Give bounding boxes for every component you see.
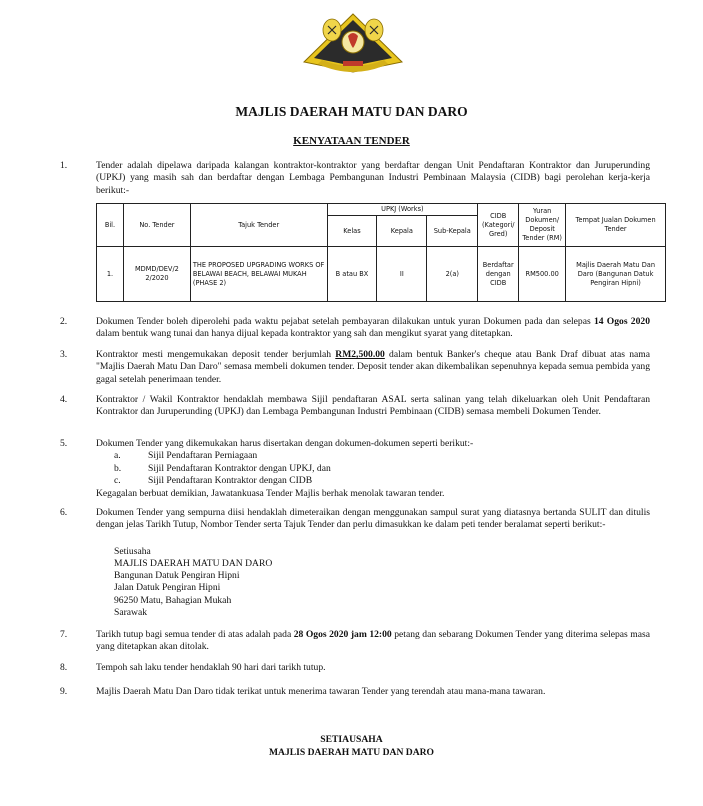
clause-text: Dokumen Tender yang sempurna diisi hendaklah dimeteraikan dengan menggunakan sampul surat yang diatasnya bertanda SULIT dan ditulis dengan jelas Tarikh Tutup, Nombor Tender serta Tajuk Tender dan perlu dimasukkan ke dalam peti tender beralamat seperti berikut:- [96, 507, 650, 531]
date-emphasis: 14 Ogos 2020 [593, 316, 650, 327]
header-cidb: CIDB (Kategori/ Gred) [478, 204, 519, 247]
address-line: MAJLIS DAERAH MATU DAN DARO [114, 558, 273, 570]
address-line: Sarawak [114, 606, 148, 618]
clause-text: Majlis Daerah Matu Dan Daro tidak terikat untuk menerima tawaran Tender yang terendah atau mana-mana tawaran. [96, 686, 546, 697]
cell-bil: 1. [97, 247, 124, 302]
clause-number: 7. [60, 629, 68, 640]
clause-number: 5. [60, 438, 68, 449]
clause-note: Kegagalan berbuat demikian, Jawatankuasa Tender Majlis berhak menolak tawaran tender. [96, 487, 445, 499]
clause-number: 2. [60, 316, 68, 327]
tender-table [96, 203, 666, 302]
clause-number: 3. [60, 349, 68, 360]
cell-tempat-jualan: Majlis Daerah Matu Dan Daro (Bangunan Datuk Pengiran Hipni) [566, 247, 666, 302]
list-item: b. Sijil Pendaftaran Kontraktor dengan UPKJ, dan [114, 462, 331, 474]
cell-sub-kepala: 2(a) [427, 247, 478, 302]
signature-org: MAJLIS DAERAH MATU DAN DARO [268, 746, 435, 758]
header-yuran: Yuran Dokumen/ Deposit Tender (RM) [519, 204, 566, 247]
signature-title: SETIAUSAHA [320, 734, 383, 745]
cell-kelas: B atau BX [327, 247, 377, 302]
cell-no-tender: MDMD/DEV/2 2/2020 [123, 247, 190, 302]
clause-number: 4. [60, 394, 68, 405]
list-item: c. Sijil Pendaftaran Kontraktor dengan CIDB [114, 475, 313, 487]
cell-yuran: RM500.00 [519, 247, 566, 302]
address-line: 96250 Matu, Bahagian Mukah [114, 594, 232, 606]
header-tempat-jualan: Tempat Jualan Dokumen Tender [566, 204, 666, 247]
table-row [97, 247, 666, 302]
clause-text: Kontraktor / Wakil Kontraktor hendaklah membawa Sijil pendaftaran ASAL serta salinan yang telah dikeluarkan oleh Unit Pendaftaran Kontraktor dan Juruperunding (UPKJ) dan Lembaga Pembangunan Industri Pembinaan (CIDB) semasa membeli Dokumen Tender. [96, 394, 650, 418]
cell-tajuk-tender: THE PROPOSED UPGRADING WORKS OF BELAWAI BEACH, BELAWAI MUKAH (PHASE 2) [190, 247, 327, 302]
signature-block [0, 734, 703, 759]
cell-cidb: Berdaftar dengan CIDB [478, 247, 519, 302]
closing-date-emphasis: 28 Ogos 2020 jam 12:00 [293, 629, 392, 640]
clause-number: 1. [60, 160, 68, 171]
header-bil: Bil. [97, 204, 124, 247]
header-tajuk-tender: Tajuk Tender [190, 204, 327, 247]
list-item: a. Sijil Pendaftaran Perniagaan [114, 450, 258, 462]
amount-emphasis: RM2,500.00 [335, 349, 385, 360]
header-sub-kepala: Sub-Kepala [427, 216, 478, 247]
address-line: Bangunan Datuk Pengiran Hipni [114, 570, 240, 582]
clause-number: 9. [60, 686, 68, 697]
clause-text: Tempoh sah laku tender hendaklah 90 hari dari tarikh tutup. [96, 662, 326, 673]
required-documents-list [96, 450, 650, 487]
clause-text: Tarikh tutup bagi semua tender di atas adalah pada 28 Ogos 2020 jam 12:00 petang dan sebarang Dokumen Tender yang diterima selepas masa yang ditetapkan akan ditolak. [96, 629, 651, 653]
header-no-tender: No. Tender [123, 204, 190, 247]
council-crest-icon [298, 6, 408, 78]
document-title: KENYATAAN TENDER [293, 135, 410, 147]
address-block [96, 546, 650, 619]
clause-text: Dokumen Tender boleh diperolehi pada waktu pejabat setelah pembayaran dilakukan untuk yuran Dokumen pada dan selepas 14 Ogos 2020 dalam bentuk wang tunai dan hanya dijual kepada kontraktor yang sah dan mengikut syarat yang ditetapkan. [96, 316, 650, 340]
council-name-heading: MAJLIS DAERAH MATU DAN DARO [235, 104, 468, 119]
clause-number: 6. [60, 507, 68, 518]
cell-kepala: II [377, 247, 427, 302]
address-line: Jalan Datuk Pengiran Hipni [114, 582, 221, 594]
header-kelas: Kelas [327, 216, 377, 247]
clause-text: Dokumen Tender yang dikemukakan harus disertakan dengan dokumen-dokumen seperti berikut:- [96, 438, 474, 449]
clause-number: 8. [60, 662, 68, 673]
header-kepala: Kepala [377, 216, 427, 247]
clause-text: Tender adalah dipelawa daripada kalangan kontraktor-kontraktor yang berdaftar dengan Unit Pendaftaran Kontraktor dan Juruperunding (UPKJ) yang masih sah dan berdaftar dengan Lembaga Pembangunan Industri Pembinaan Malaysia (CIDB) bagi perolehan kerja-kerja berikut:- [96, 160, 650, 196]
clause-text: Kontraktor mesti mengemukakan deposit tender berjumlah RM2,500.00 dalam bentuk Banker's cheque atau Bank Draf dibuat atas nama "Majlis Daerah Matu Dan Daro" semasa membeli dokumen tender. Deposit tender akan dikembalikan sepenuhnya kepada semua pembida yang gagal setelah penerimaan tender. [96, 349, 650, 385]
header-upkj: UPKJ (Works) [327, 204, 478, 216]
address-line: Setiusaha [114, 545, 151, 557]
